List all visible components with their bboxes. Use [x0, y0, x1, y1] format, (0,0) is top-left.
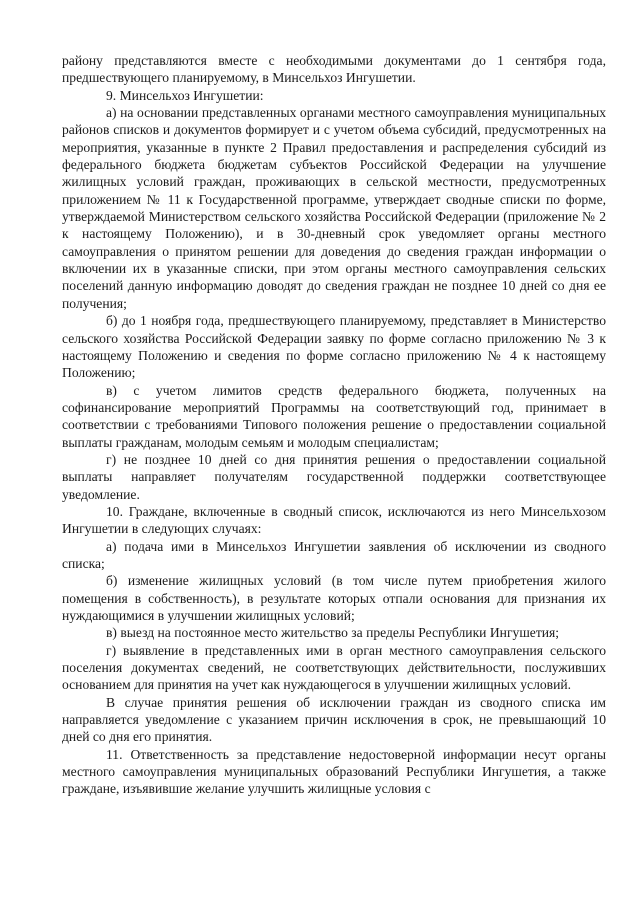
paragraph-item-11: 11. Ответственность за представление недостоверной информации несут органы местного самоуправления муниципальных образований Республики Ингушетия, а также граждане, изъявившие желание улучшить жилищные условия с — [62, 746, 606, 797]
paragraph-item-9a: а) на основании представленных органами местного самоуправления муниципальных районов списков и документов формирует и с учетом объема субсидий, предусмотренных на мероприятия, указанные в пункте 2 Правил предоставления и распределения субсидий из федерального бюджета бюджетам субъектов Российской Федерации на улучшение жилищных условий граждан, проживающих в сельской местности, предусмотренных приложением № 11 к Государственной программе, утверждает сводные списки по форме, утверждаемой Министерством сельского хозяйства Российской Федерации (приложение № 2 к настоящему Положению), и в 30-дневный срок уведомляет органы местного самоуправления о принятом решении для доведения до сведения граждан информации о включении их в указанные списки, при этом органы местного самоуправления сельских поселений данную информацию доводят до сведения граждан не позднее 10 дней со дня ее получения; — [62, 105, 606, 311]
paragraph-item-10: 10. Граждане, включенные в сводный список, исключаются из него Минсельхозом Ингушетии в следующих случаях: — [62, 503, 606, 537]
paragraph-item-10v: в) выезд на постоянное место жительство за пределы Республики Ингушетия; — [106, 625, 560, 641]
paragraph-continuation: району представляются вместе с необходимыми документами до 1 сентября года, предшествующего планируемому, в Минсельхоз Ингушетии. — [62, 53, 606, 86]
paragraph-exclusion-notice: В случае принятия решения об исключении граждан из сводного списка им направляется уведомление с указанием причин исключения в срок, не превышающий 10 дней со дня его принятия. — [62, 694, 606, 745]
paragraph-item-9g: г) не позднее 10 дней со дня принятия решения о предоставлении социальной выплаты направляет получателям государственной поддержки соответствующее уведомление. — [62, 451, 606, 502]
document-body — [62, 52, 606, 798]
paragraph-item-9: 9. Минсельхоз Ингушетии: — [106, 87, 264, 103]
paragraph-item-10b: б) изменение жилищных условий (в том числе путем приобретения жилого помещения в собственность), в результате которых отпали основания для признания их нуждающимися в улучшении жилищных условий; — [62, 573, 606, 623]
paragraph-item-10a: а) подача ими в Минсельхоз Ингушетии заявления об исключении из сводного списка; — [62, 538, 606, 571]
paragraph-item-9b: б) до 1 ноября года, предшествующего планируемому, представляет в Министерство сельского хозяйства Российской Федерации заявку по форме согласно приложению № 3 к настоящему Положению и сведения по форме согласно приложению № 4 к настоящему Положению; — [62, 313, 606, 381]
paragraph-item-9v: в) с учетом лимитов средств федерального бюджета, полученных на софинансирование мероприятий Программы на соответствующий год, принимает в соответствии с требованиями Типового положения решение о предоставлении социальной выплаты гражданам, молодым семьям и молодым специалистам; — [62, 382, 606, 450]
paragraph-item-10g: г) выявление в представленных ими в орган местного самоуправления сельского поселения документах сведений, не соответствующих действительности, послуживших основанием для принятия на учет как нуждающегося в улучшении жилищных условий. — [62, 642, 606, 693]
